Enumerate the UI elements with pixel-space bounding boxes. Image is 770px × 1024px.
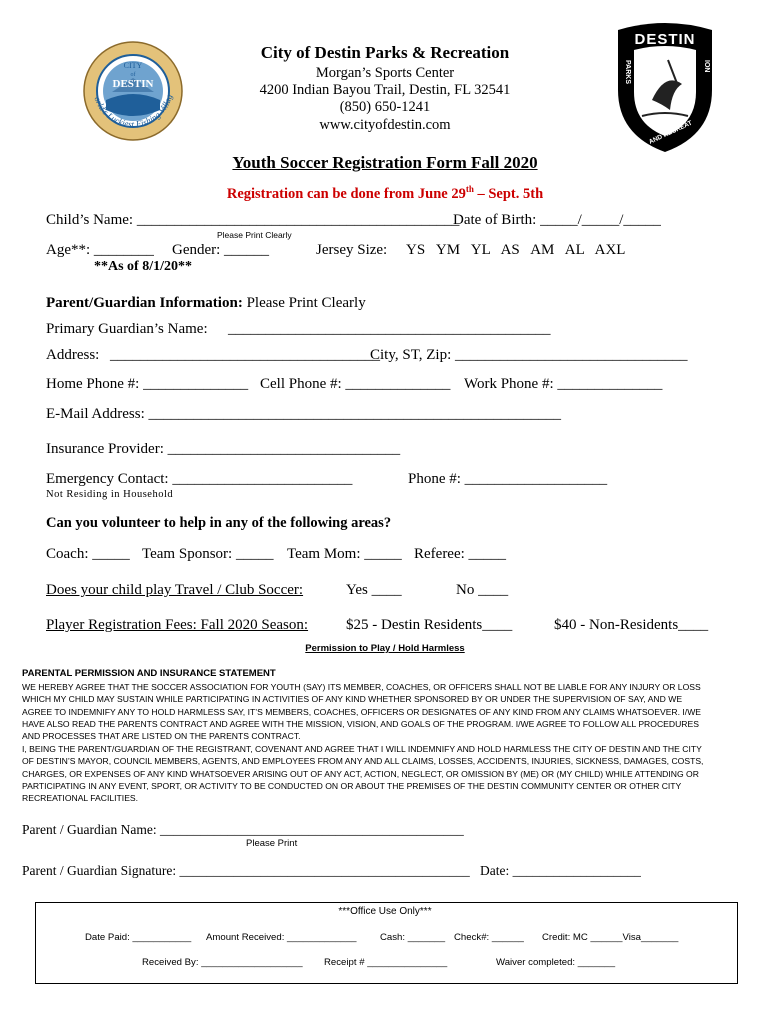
fee-nonresident[interactable]: $40 - Non-Residents____	[554, 617, 709, 633]
primary-guardian-label: Primary Guardian’s Name:	[46, 321, 208, 337]
fees-label: Player Registration Fees: Fall 2020 Season:	[46, 617, 309, 633]
guardian-heading: Parent/Guardian Information: Please Print Clearly	[46, 295, 366, 311]
permission-title: Permission to Play / Hold Harmless	[305, 643, 465, 654]
gender-field[interactable]: Gender: ______	[172, 242, 270, 258]
svg-text:DESTIN: DESTIN	[634, 31, 696, 48]
svg-text:CITY: CITY	[123, 61, 143, 70]
dob-field[interactable]: Date of Birth: _____/_____/_____	[453, 212, 661, 228]
receipt-field[interactable]: Receipt # _______________	[324, 957, 448, 968]
org-name: City of Destin Parks & Recreation	[260, 43, 510, 62]
office-title: ***Office Use Only***	[338, 906, 432, 917]
address-field[interactable]: ____________________________________	[110, 347, 380, 363]
guardian-name-field[interactable]: Parent / Guardian Name: _____________________________________________	[22, 822, 464, 837]
credit-field[interactable]: Credit: MC ______Visa_______	[542, 932, 679, 943]
statement-title: PARENTAL PERMISSION AND INSURANCE STATEMENT	[22, 668, 276, 679]
svg-text:ION: ION	[703, 60, 710, 73]
svg-text:DESTIN: DESTIN	[112, 78, 154, 90]
volunteer-question: Can you volunteer to help in any of the following areas?	[46, 515, 392, 531]
jersey-size-options[interactable]: YS YM YL AS AM AL AXL	[406, 242, 626, 258]
received-by-field[interactable]: Received By: ___________________	[142, 957, 303, 968]
signature-date-field[interactable]: Date: ___________________	[480, 863, 641, 878]
website: www.cityofdestin.com	[319, 117, 451, 133]
print-clearly-note: Please Print Clearly	[217, 230, 292, 240]
email-field[interactable]: E-Mail Address: _______________________________________________________	[46, 406, 561, 422]
team-mom-field[interactable]: Team Mom: _____	[287, 546, 402, 562]
check-field[interactable]: Check#: ______	[454, 932, 524, 943]
jersey-size-label: Jersey Size:	[316, 242, 388, 258]
address-label: Address:	[46, 347, 100, 363]
work-phone-field[interactable]: Work Phone #: ______________	[464, 376, 663, 392]
venue-address: 4200 Indian Bayou Trail, Destin, FL 32541	[259, 82, 511, 98]
guardian-signature-field[interactable]: Parent / Guardian Signature: ___________________________________________	[22, 863, 470, 878]
travel-soccer-question: Does your child play Travel / Club Soccer:	[46, 582, 304, 598]
registration-window: Registration can be done from June 29th – Sept. 5th	[226, 184, 544, 202]
city-state-zip-field[interactable]: City, ST, Zip: _______________________________	[370, 347, 688, 363]
venue-phone: (850) 650-1241	[339, 99, 431, 115]
please-print-note: Please Print	[246, 838, 298, 849]
svg-text:of: of	[130, 72, 136, 78]
legal-paragraph-2: I, BEING THE PARENT/GUARDIAN OF THE REGISTRANT, COVENANT AND AGREE THAT I WILL INDEMNIFY AND HOLD HARMLESS THE CITY OF DESTIN AND THE CITY OF DESTIN’S MAYOR, COUNCIL MEMBERS, AGENTS, AND EMPLOYEES FROM ANY AND ALL CLAIMS, LOSSES, ACCIDENTS, INJURIES, SICKNESS, DAMAGES, COSTS, CHARGES, OR EXPENSES OF ANY KIND WHATSOEVER ARISING OUT OF ANY ACT, ACTION, NEGLECT, OR OMISSION BY (ME) OR (MY CHILD) WHILE ATTENDING OR PARTICIPATING IN ANY EVENT, SPORT, OR ACTIVITY TO BE CONDUCTED ON OR ABOUT THE PREMISES OF THE DESTIN COMMUNITY CENTER OR OTHER CITY RECREATIONAL FACILITIES.	[22, 744, 704, 804]
date-paid-field[interactable]: Date Paid: ___________	[85, 932, 192, 943]
amount-received-field[interactable]: Amount Received: _____________	[206, 932, 357, 943]
cash-field[interactable]: Cash: _______	[380, 932, 446, 943]
travel-yes-field[interactable]: Yes ____	[346, 582, 402, 598]
age-field[interactable]: Age**: ________	[46, 242, 154, 258]
legal-paragraph-1: WE HEREBY AGREE THAT THE SOCCER ASSOCIATION FOR YOUTH (SAY) ITS MEMBER, COACHES, OR OFFICERS SHALL NOT BE LIABLE FOR ANY INJURY OR LOSS WHICH MY CHILD MAY SUSTAIN WHILE PARTICIPATING IN ACTIVITIES OF ANY KIND WHETHER SPONSORED BY OR UNDER THE SUPERVISION OF SAY, AND WE AGREE TO INDEMNIFY ANY TO HOLD HARMLESS SAY, IT’S MEMBERS, COACHES, OFFICERS OR DESIGNATES OF ANY KIND FROM ANY CLAIMS WHATSOEVER. I/WE HAVE ALSO READ THE PARENTS CONTRACT AND AGREE WITH THE MISSION, VISION, AND GOALS OF THE PROGRAM. I/WE AGREE TO FOLLOW ALL PROCEDURES AND PROCESSES THAT ARE LISTED ON THE PARENTS CONTRACT.	[22, 682, 702, 742]
travel-no-field[interactable]: No ____	[456, 582, 509, 598]
emergency-phone-field[interactable]: Phone #: ___________________	[408, 471, 608, 487]
referee-field[interactable]: Referee: _____	[414, 546, 507, 562]
home-phone-field[interactable]: Home Phone #: ______________	[46, 376, 249, 392]
svg-text:World's Luckiest Fishing Villa: orld's Luckiest Fishing Villag	[92, 93, 175, 130]
emergency-contact-field[interactable]: Emergency Contact: ________________________	[46, 471, 353, 487]
child-name-field[interactable]: Child’s Name: ___________________________________________	[46, 212, 460, 228]
waiver-field[interactable]: Waiver completed: _______	[496, 957, 616, 968]
fee-resident[interactable]: $25 - Destin Residents____	[346, 617, 513, 633]
coach-field[interactable]: Coach: _____	[46, 546, 130, 562]
form-title: Youth Soccer Registration Form Fall 2020	[232, 153, 538, 172]
primary-guardian-field[interactable]: ___________________________________________	[228, 321, 551, 337]
cell-phone-field[interactable]: Cell Phone #: ______________	[260, 376, 451, 392]
svg-text:PARKS: PARKS	[624, 60, 631, 84]
age-as-of-note: **As of 8/1/20**	[94, 259, 192, 274]
svg-text:AND RECREAT: AND RECREAT	[647, 119, 694, 146]
insurance-field[interactable]: Insurance Provider: _______________________________	[46, 441, 401, 457]
not-residing-note: Not Residing in Household	[46, 489, 174, 500]
team-sponsor-field[interactable]: Team Sponsor: _____	[142, 546, 274, 562]
venue-name: Morgan’s Sports Center	[315, 65, 455, 81]
